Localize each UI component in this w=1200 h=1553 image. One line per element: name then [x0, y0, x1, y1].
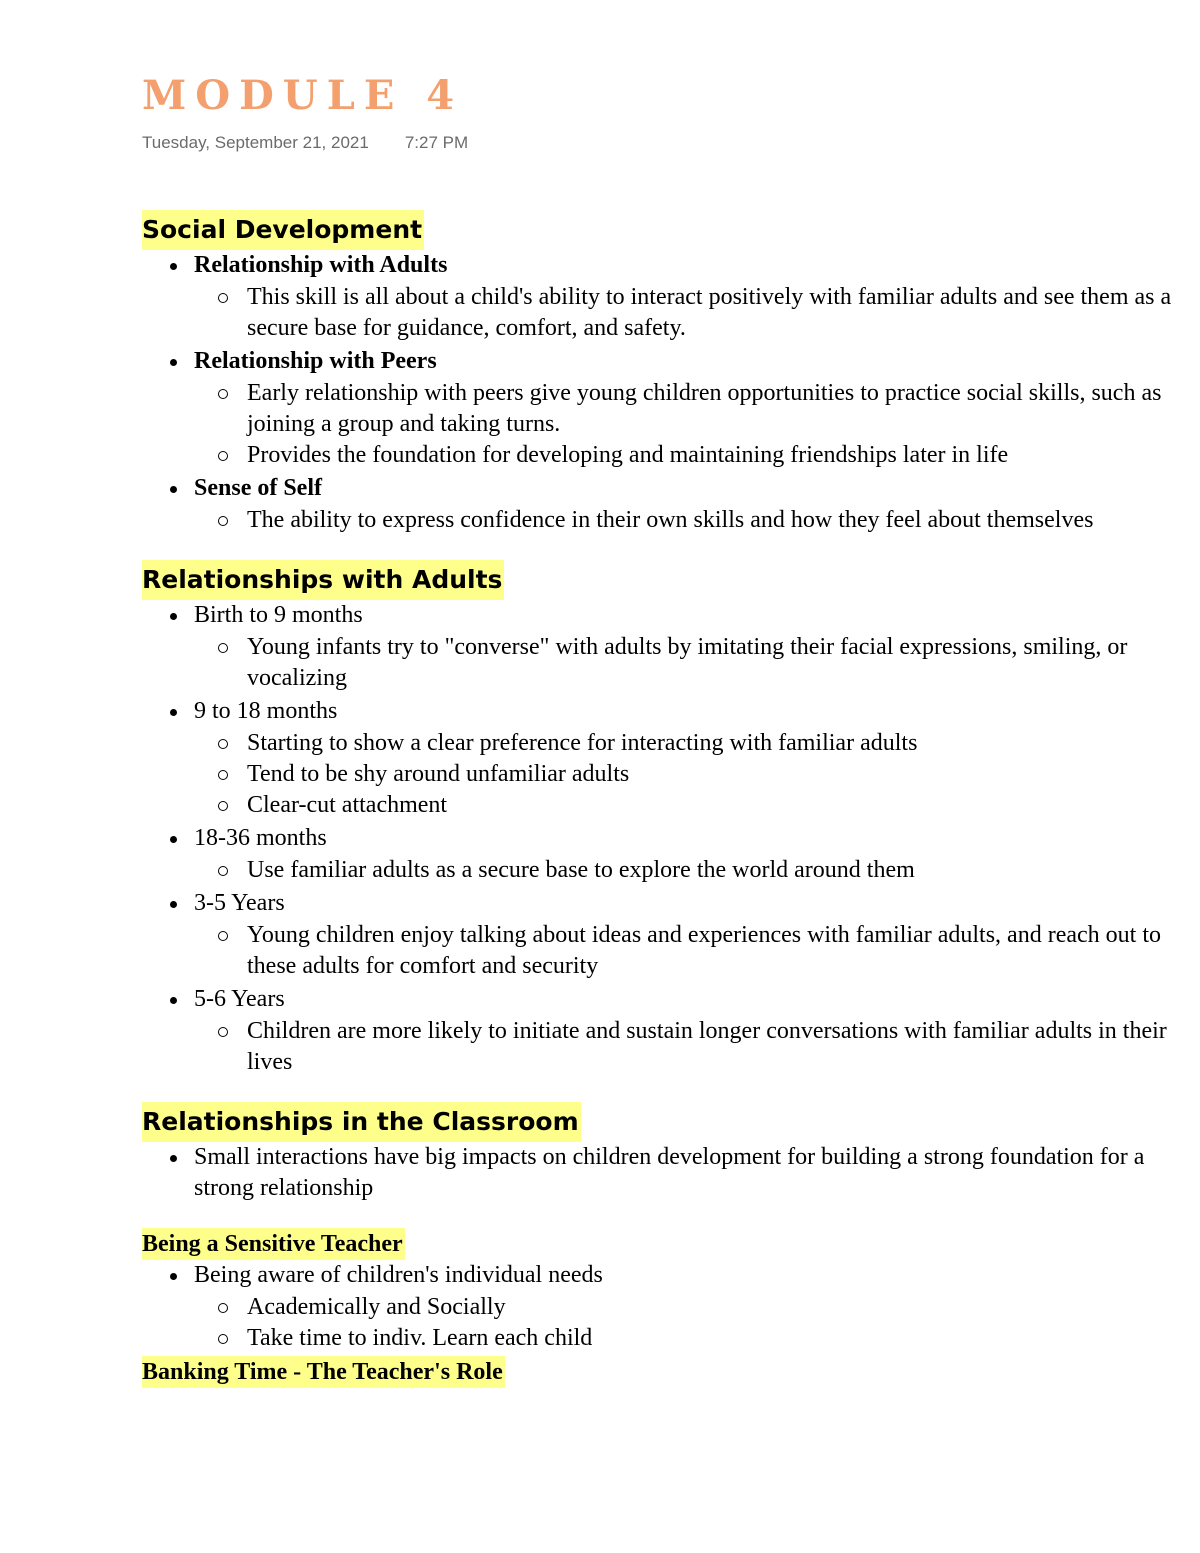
section-heading: Relationships in the Classroom — [142, 1102, 581, 1142]
list-item-label: Relationship with Adults — [194, 252, 448, 278]
sub-list — [194, 282, 1172, 344]
list-item-label: 5-6 Years — [194, 986, 285, 1012]
list-item — [142, 346, 1172, 471]
sub-list — [194, 1016, 1172, 1078]
list-item-label: 9 to 18 months — [194, 698, 338, 724]
sub-list-item: Academically and Socially — [142, 1292, 1172, 1323]
bullet-list — [142, 250, 1172, 536]
sub-list-item: Provides the foundation for developing and maintaining friendships later in life — [142, 440, 1172, 471]
list-item-label: 18-36 months — [194, 825, 327, 851]
page-title: MODULE 4 — [142, 72, 464, 119]
bullet-list — [142, 1260, 1172, 1354]
list-item — [142, 823, 1172, 886]
list-item — [142, 1260, 1172, 1354]
list-item-label: Birth to 9 months — [194, 602, 363, 628]
section-heading: Banking Time - The Teacher's Role — [142, 1356, 505, 1388]
sub-list-item: Clear-cut attachment — [142, 790, 1172, 821]
list-item-label: Small interactions have big impacts on children development for building a strong foundation for a strong relationship — [194, 1144, 1145, 1201]
sub-list — [194, 378, 1172, 471]
list-item — [142, 888, 1172, 982]
sub-list-item: The ability to express confidence in their own skills and how they feel about themselves — [142, 505, 1172, 536]
list-item-label: Sense of Self — [194, 475, 322, 501]
sub-list — [194, 505, 1172, 536]
list-item-label: Relationship with Peers — [194, 348, 437, 374]
bullet-list — [142, 600, 1172, 1078]
sub-list-item: Use familiar adults as a secure base to explore the world around them — [142, 855, 1172, 886]
sub-list — [194, 920, 1172, 982]
list-item — [142, 600, 1172, 694]
note-time: 7:27 PM — [404, 133, 469, 152]
list-item-label: 3-5 Years — [194, 890, 285, 916]
list-item — [142, 473, 1172, 536]
note-date: Tuesday, September 21, 2021 — [142, 133, 369, 152]
sub-list-item: Tend to be shy around unfamiliar adults — [142, 759, 1172, 790]
sub-list-item: Take time to indiv. Learn each child — [142, 1323, 1172, 1354]
note-body — [142, 210, 1172, 1388]
sub-list — [194, 855, 1172, 886]
bullet-list — [142, 1142, 1172, 1204]
section-relationships-in-classroom — [142, 1102, 1172, 1204]
section-banking-time — [142, 1356, 1172, 1388]
section-heading: Relationships with Adults — [142, 560, 504, 600]
sub-list-item: Young infants try to "converse" with adults by imitating their facial expressions, smiling, or vocalizing — [142, 632, 1172, 694]
sub-list-item: Young children enjoy talking about ideas and experiences with familiar adults, and reach out to these adults for comfort and security — [142, 920, 1172, 982]
sub-list-item: Starting to show a clear preference for interacting with familiar adults — [142, 728, 1172, 759]
sub-list-item: Early relationship with peers give young children opportunities to practice social skills, such as joining a group and taking turns. — [142, 378, 1172, 440]
section-heading: Being a Sensitive Teacher — [142, 1228, 405, 1260]
sub-list — [194, 1292, 1172, 1354]
sub-list-item: This skill is all about a child's ability to interact positively with familiar adults and see them as a secure base for guidance, comfort, and safety. — [142, 282, 1172, 344]
list-item — [142, 696, 1172, 821]
sub-list-item: Children are more likely to initiate and sustain longer conversations with familiar adults in their lives — [142, 1016, 1172, 1078]
list-item — [142, 984, 1172, 1078]
list-item — [142, 250, 1172, 344]
sub-list — [194, 632, 1172, 694]
list-item — [142, 1142, 1172, 1204]
sub-list — [194, 728, 1172, 821]
section-sensitive-teacher — [142, 1228, 1172, 1354]
section-social-development — [142, 210, 1172, 536]
list-item-label: Being aware of children's individual needs — [194, 1262, 603, 1288]
section-heading: Social Development — [142, 210, 424, 250]
note-timestamp — [142, 133, 468, 153]
section-relationships-with-adults — [142, 560, 1172, 1078]
